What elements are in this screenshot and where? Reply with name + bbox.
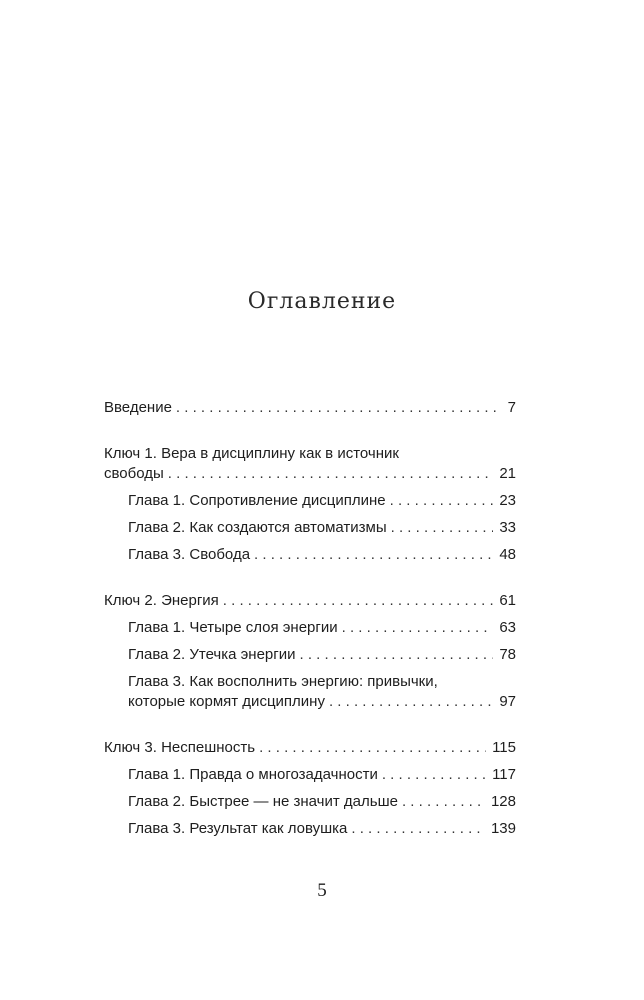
toc-entry-title: Глава 1. Четыре слоя энергии — [128, 619, 338, 636]
toc-entry-introduction[interactable] — [104, 398, 516, 418]
table-of-contents — [104, 398, 516, 846]
toc-entry-page: 78 — [499, 646, 516, 663]
dot-leader — [342, 618, 494, 638]
toc-entry-page: 128 — [490, 793, 516, 810]
toc-entry-title: Глава 1. Сопротивление дисциплине — [128, 492, 386, 509]
toc-entry-key-2-chapter-2[interactable] — [104, 645, 516, 665]
dot-leader — [168, 464, 494, 484]
dot-leader — [402, 792, 485, 812]
toc-entry-key-3-chapter-1[interactable] — [104, 765, 516, 785]
toc-entry-key-2-chapter-1[interactable] — [104, 618, 516, 638]
dot-leader — [382, 765, 486, 785]
dot-leader — [259, 738, 486, 758]
dot-leader — [254, 545, 493, 565]
toc-entry-key-1-chapter-1[interactable] — [104, 491, 516, 511]
page-title: Оглавление — [247, 289, 397, 314]
page-number: 5 — [317, 880, 327, 901]
dot-leader — [223, 591, 494, 611]
toc-entry-page: 97 — [499, 693, 516, 710]
toc-entry-title-line-2: которые кормят дисциплину — [128, 693, 325, 710]
toc-entry-page: 48 — [499, 546, 516, 563]
toc-entry-title: Глава 2. Как создаются автоматизмы — [128, 519, 387, 536]
dot-leader — [390, 491, 494, 511]
toc-entry-key-3-chapter-3[interactable] — [104, 819, 516, 839]
toc-entry-key-1-chapter-3[interactable] — [104, 545, 516, 565]
toc-entry-page: 115 — [492, 739, 516, 756]
toc-entry-title: Глава 3. Результат как ловушка — [128, 820, 348, 837]
toc-entry-page: 139 — [490, 820, 516, 837]
toc-entry-key-1[interactable] — [104, 444, 516, 484]
dot-leader — [329, 692, 493, 712]
toc-entry-page: 61 — [499, 592, 516, 609]
toc-entry-title-line-1: Ключ 1. Вера в дисциплину как в источник — [104, 445, 399, 462]
toc-entry-title: Глава 2. Быстрее — не значит дальше — [128, 793, 398, 810]
toc-entry-title: Глава 2. Утечка энергии — [128, 646, 296, 663]
toc-entry-key-2[interactable] — [104, 591, 516, 611]
toc-entry-title: Введение — [104, 399, 172, 416]
toc-entry-title: Глава 3. Свобода — [128, 546, 251, 563]
toc-entry-title: Ключ 2. Энергия — [104, 592, 219, 609]
toc-entry-page: 117 — [492, 766, 516, 783]
toc-entry-page: 33 — [499, 519, 516, 536]
toc-entry-page: 7 — [507, 399, 516, 416]
toc-entry-title: Ключ 3. Неспешность — [104, 739, 256, 756]
toc-entry-page: 21 — [499, 465, 516, 482]
toc-entry-page: 23 — [499, 492, 516, 509]
toc-entry-title-line-1: Глава 3. Как восполнить энергию: привычки, — [128, 673, 438, 690]
dot-leader — [391, 518, 494, 538]
dot-leader — [176, 398, 502, 418]
toc-entry-key-2-chapter-3[interactable] — [104, 672, 516, 712]
dot-leader — [300, 645, 494, 665]
toc-entry-title: Глава 1. Правда о многозадачности — [128, 766, 378, 783]
toc-entry-key-3[interactable] — [104, 738, 516, 758]
toc-entry-key-1-chapter-2[interactable] — [104, 518, 516, 538]
toc-entry-title-line-2: свободы — [104, 465, 164, 482]
dot-leader — [351, 819, 485, 839]
toc-entry-page: 63 — [499, 619, 516, 636]
toc-entry-key-3-chapter-2[interactable] — [104, 792, 516, 812]
